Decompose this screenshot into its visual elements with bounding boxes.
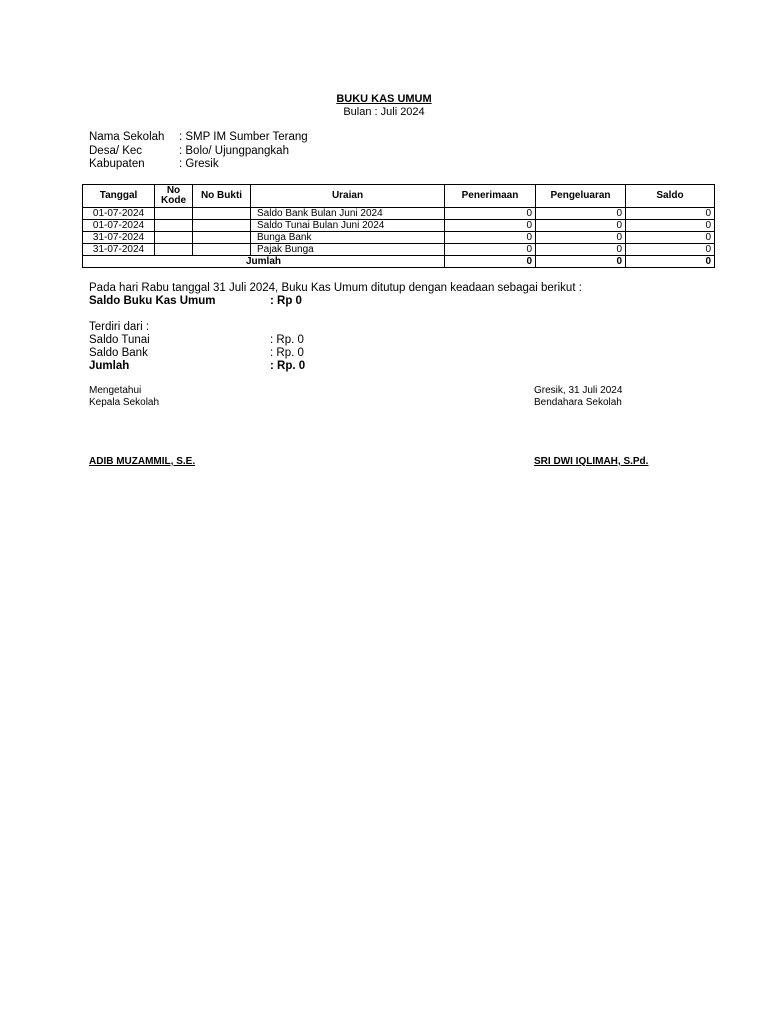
headmaster-name: ADIB MUZAMMIL, S.E. xyxy=(89,456,196,467)
column-header-penerimaan: Penerimaan xyxy=(445,185,536,208)
school-info-row xyxy=(89,131,308,145)
table-header-row xyxy=(83,185,715,208)
village-value: : Bolo/ Ujungpangkah xyxy=(179,144,289,157)
table-row xyxy=(83,232,715,244)
cell-penerimaan: 0 xyxy=(445,220,536,232)
composition-total-label: Jumlah xyxy=(89,360,130,372)
column-header-saldo: Saldo xyxy=(626,185,715,208)
signature-left-block xyxy=(89,385,159,409)
cell-uraian: Saldo Tunai Bulan Juni 2024 xyxy=(251,220,445,232)
closing-saldo-label: Saldo Buku Kas Umum xyxy=(89,295,216,307)
cell-no-bukti xyxy=(193,232,251,244)
school-name-value: : SMP IM Sumber Terang xyxy=(179,131,308,143)
school-info-row xyxy=(89,158,308,172)
closing-saldo-row xyxy=(89,295,582,308)
school-info xyxy=(89,131,308,172)
column-header-no-kode-line1: No xyxy=(166,185,181,196)
document-title xyxy=(0,93,768,106)
regency-label: Kabupaten xyxy=(89,158,145,170)
cell-no-kode xyxy=(155,220,193,232)
column-header-no-bukti: No Bukti xyxy=(193,185,251,208)
total-saldo: 0 xyxy=(626,256,715,268)
cell-penerimaan: 0 xyxy=(445,244,536,256)
table-row xyxy=(83,220,715,232)
cell-saldo: 0 xyxy=(626,208,715,220)
signature-right-line1: Gresik, 31 Juli 2024 xyxy=(534,385,623,396)
cell-saldo: 0 xyxy=(626,232,715,244)
cell-tanggal: 31-07-2024 xyxy=(83,232,155,244)
cell-tanggal: 01-07-2024 xyxy=(83,220,155,232)
cell-uraian: Saldo Bank Bulan Juni 2024 xyxy=(251,208,445,220)
treasurer-name: SRI DWI IQLIMAH, S.Pd. xyxy=(534,456,649,467)
composition-cash-value: : Rp. 0 xyxy=(270,334,304,346)
column-header-no-kode-line2: Kode xyxy=(161,195,186,206)
composition-cash-label: Saldo Tunai xyxy=(89,334,150,346)
cell-pengeluaran: 0 xyxy=(536,232,626,244)
column-header-tanggal: Tanggal xyxy=(83,185,155,208)
school-name-label: Nama Sekolah xyxy=(89,131,165,143)
composition-bank-label: Saldo Bank xyxy=(89,347,148,359)
composition-heading: Terdiri dari : xyxy=(89,321,150,333)
closing-statement: Pada hari Rabu tanggal 31 Juli 2024, Buku Kas Umum ditutup dengan keadaan sebagai berikut : xyxy=(89,282,582,294)
total-penerimaan: 0 xyxy=(445,256,536,268)
cell-no-bukti xyxy=(193,220,251,232)
composition-section xyxy=(89,321,305,373)
closing-saldo-value: : Rp 0 xyxy=(270,295,302,307)
cell-pengeluaran: 0 xyxy=(536,208,626,220)
cell-no-kode xyxy=(155,232,193,244)
composition-item xyxy=(89,334,305,347)
document-subtitle: Bulan : Juli 2024 xyxy=(343,106,425,118)
column-header-no-kode xyxy=(155,185,193,208)
document-title-text: BUKU KAS UMUM xyxy=(336,93,432,105)
cell-no-bukti xyxy=(193,244,251,256)
total-label: Jumlah xyxy=(83,256,445,268)
column-header-pengeluaran: Pengeluaran xyxy=(536,185,626,208)
signature-left-line2: Kepala Sekolah xyxy=(89,397,160,408)
composition-total xyxy=(89,360,305,373)
table-total-row xyxy=(83,256,715,268)
cell-penerimaan: 0 xyxy=(445,232,536,244)
cell-tanggal: 31-07-2024 xyxy=(83,244,155,256)
cell-penerimaan: 0 xyxy=(445,208,536,220)
cell-no-kode xyxy=(155,208,193,220)
village-label: Desa/ Kec xyxy=(89,144,143,157)
composition-bank-value: : Rp. 0 xyxy=(270,347,304,359)
cell-uraian: Bunga Bank xyxy=(251,232,445,244)
composition-item xyxy=(89,347,305,360)
cell-pengeluaran: 0 xyxy=(536,244,626,256)
cell-saldo: 0 xyxy=(626,220,715,232)
cell-no-bukti xyxy=(193,208,251,220)
total-pengeluaran: 0 xyxy=(536,256,626,268)
column-header-uraian: Uraian xyxy=(251,185,445,208)
cell-saldo: 0 xyxy=(626,244,715,256)
signature-right-block xyxy=(534,385,622,409)
table-row xyxy=(83,244,715,256)
closing-section xyxy=(89,282,582,308)
school-info-row xyxy=(89,145,308,159)
composition-total-value: : Rp. 0 xyxy=(270,360,306,372)
cell-tanggal: 01-07-2024 xyxy=(83,208,155,220)
cell-no-kode xyxy=(155,244,193,256)
ledger-table xyxy=(82,184,715,268)
signature-left-line1: Mengetahui xyxy=(89,385,142,396)
signature-right-line2: Bendahara Sekolah xyxy=(534,397,622,408)
cell-uraian: Pajak Bunga xyxy=(251,244,445,256)
regency-value: : Gresik xyxy=(179,158,219,170)
table-row xyxy=(83,208,715,220)
cell-pengeluaran: 0 xyxy=(536,220,626,232)
